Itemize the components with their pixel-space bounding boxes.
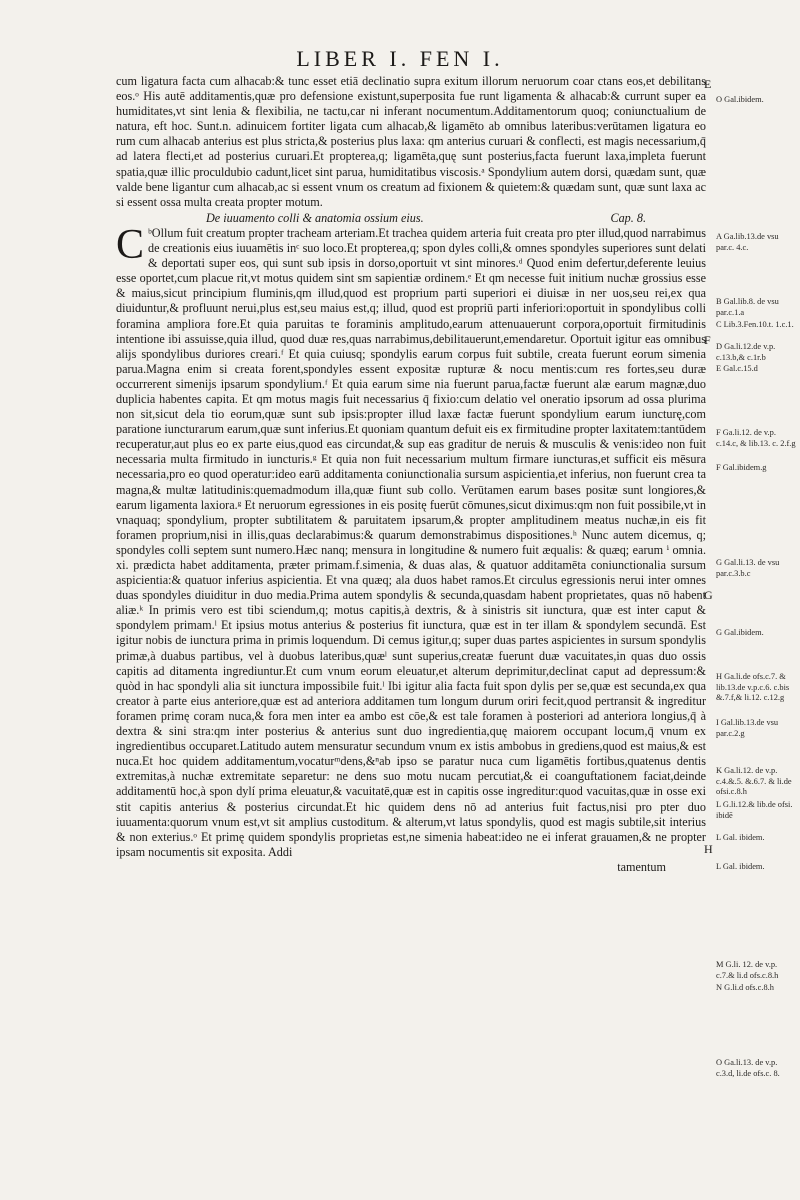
margin-note: E Gal.c.15.d xyxy=(716,364,758,373)
side-letter-h: H xyxy=(704,842,713,856)
margin-note: A Ga.lib.13.de vsu par.c. 4.c. xyxy=(716,232,779,252)
margin-note: N G.li.d ofs.c.8.h xyxy=(716,983,774,992)
side-letter-g: G xyxy=(704,588,713,602)
margin-note: B Gal.lib.8. de vsu par.c.1.a xyxy=(716,297,779,317)
margin-note: F Ga.li.12. de v.p. c.14.c, & lib.13. c. 2.f.g xyxy=(716,428,796,448)
paragraph-2-text: ᵇOllum fuit creatum propter tracheam arteriam.Et trachea quidem arteria fuit creata pro pter illud,quod narrabimus de creationis eius iuuamētis inᶜ suo loco.Et propterea,q; spon dyles colli,& omnes spondyles superiores sunt delati & deportati super eos, qui sunt sub ipsis in dorso,oportuit vt sint minores.ᵈ Quod enim defertur,deferente leuius esse oportet,cum placue rit,vt motus quidem sint sm sapientiæ ordinem.ᵉ Et qm necesse fuit initium nuchæ grossius esse & maius,sicut principium fluminis,qm illud,quod est proprium parti superiori ei diuisæ in ner uos,seu rei,ex qua diuiduntur,& profluunt nerui,plus est,seu maius est,q; illud, quod est propriū parti inferiori:oportuit in spondylibus colli foramina ampliora fore.Et quia paruitas te foraminis amplitudo,earum attenuauerunt corpora,oportuit firmitudinis intentione ibi assuisse,quia illud, quod duæ res,quas narrabimus,debilitauerunt,emendaretur. Oportuit igitur eas omnibus alijs spondylibus duriores creari.ᶠ Et quia cuiusq; spondylis earum corpus fuit subtile, creata fuerunt eorum simenia parua.Magna enim si creata forent,spondyles essent expositæ rupturæ & nocu mentis:cum res fortes,seu duræ occurrerent simenijs ipsarum spondylium.ᶠ Et quia earum sime nia fuerunt parua,factæ fuerunt alæ earum magnæ,duo duplicia habentes capita. Et qm motus magis fuit necessarius q̄ fixio:cum delatio vel oneratio ipsorum ad ossa plurima non sit,sicut dela tio eorum,quæ sunt sub ipsis:propter illud laxæ factæ fuerunt spondylium earum iuncturę,com paratione iuncturarum earum,quæ sunt inferius.Et quoniam quantum defuit eis ex firmitudine propter laxitatem:tantūdem recuperatur,aut plus eo ex parte eius,quod eas circundat,& sup eas graditur de neruis & musculis & venis:ideo non fuit necessaria multa firmitudo in iuncturis.ᵍ Et quia non fuit necessarium multum firmare iuncturas,et sufficit eis mēsura necessaria,pro eo quod operatur:ideo earū additamenta coniunctionalia sursum aspicientia,et inferius, non fuerunt crea ta magna,& multæ latitudinis:quemadmodum illa,quæ fiunt sub collo. Verūtamen earum bases positæ sunt longiores,& earum ligamenta laxiora.ᵍ Et neruorum egressiones in eis positę fuerūt cōmunes,sicut diximus:qm non fuit possibile,vt in vnaquaq; spondylium, propter subtilitatem & paruitatem ipsarum,& propter amplitudinem meatus nuchæ,in eis fit foramen proprium,nisi in illis,quas declarabimus:& quarum demonstrabimus dispositiones.ʰ Nunc autem dicemus, q; spondyles colli septem sunt numero.Hæc nanq; mensura in longitudine & numero fuit æqualis: & quæq; earum ⁱ omnia. xi. prædicta habet additamenta, præter primam.f.simenia, & duas alas, & quatuor additamēta coniunctionalia sursum aspicientia:& quatuor inferius aspicientia. Et vna quæq; ala duos habet ramos.Et circulus egressionis nerui inter omnes duas spondyles diuiditur in duo media.Prima autem spondylis & secunda,quasdam habent proprietates, quas nō habent aliæ.ᵏ In primis vero est tibi sciendum,q; motus capitis,à dextris, & à sinistris sit iunctura, quæ est inter caput & spondylem primam.ˡ Et ipsius motus anterius & posterius fit iunctura, quæ est in ter illam & spondylem secundā. Est igitur nobis de iunctura prima in primis loquendum. Di cemus igitur,q; super duas partes aspicientes in sursum spondylis primæ,à duabus partibus, vel à duobus lateribus,quæˡ sunt superius,creatæ fuerunt duæ vacuitates,in quas duo ossis capitis ad ditamenta ingrediuntur.Et cum vnum eorum eleuatur,et alterum deprimitur,declinat caput ad depressum:& quòd in hac spondyli alia sit iunctura impossibile fuit.ˡ Ibi igitur alia facta fuit spon dylis per se,quæ est secunda,ex qua creator à parte eius anteriore,quæ est ad anteriora additamen tum longum durum oriri fecit,quod pertransit & ingreditur foramen primę coram nuca,& fora men inter ea ambo est cōe,& est tale foramen à posteriori ad anteriora longius,q̄ à dextra & sini stra:qm inter posterius & anterius sunt duo ingredientia,quę maiorem occupant locum,q̄ vnum ex ingredientibus occuparet.Latitudo autem mensuratur secundum vnum ex istis ambobus in grediens,quod est maius,& est nuca.Et hoc quidem additamentum,vocaturᵐdens,&ⁿab ipso se paratur nuca cum ligamētis fortibus,quatenus dentis extremitas,à nuchæ extremitate separetur: ne dens suo motu nucam percutiat,& ei coanguftationem faciat,deinde additamentū hoc,à spon dylí prima eleuatur,& vacuitatē,quæ est in capitis osse ingreditur:quod vacuitas,quæ in osse exi stit capitis anterius & posterius circundat.Et hic quidem dens nō ad anterius fuit factus,nisi pro pter duo iuuamenta:quorum vnum est,vt sit amplius custoditum. & alterum,vt latus spondylis, quod est magis subtile,sit interius & non exterius.ᵒ Et primę quidem spondylis proprietas est,ne simenia habeat:ideo ne ei inferat grauamen,& ne propter ipsam nocumentis sit exposita. Addi xyxy=(116,225,706,859)
catchword: tamentum xyxy=(617,859,666,874)
paragraph-2 xyxy=(116,221,706,860)
margin-note: L Gal. ibidem. xyxy=(716,862,765,871)
margin-note: K Ga.li.12. de v.p. c.4.&.5. &.6.7. & li.de ofsi.c.8.h xyxy=(716,766,792,796)
margin-note: D Ga.li.12.de v.p. c.13.b,& c.1r.b xyxy=(716,342,776,362)
margin-note: G Gal.li.13. de vsu par.c.3.b.c xyxy=(716,558,780,578)
margin-note: G Gal.ibidem. xyxy=(716,628,764,637)
chapter-heading xyxy=(116,211,706,226)
margin-note: L G.li.12.& lib.de ofsi. ibidē xyxy=(716,800,793,820)
running-header: LIBER I. FEN I. xyxy=(296,46,504,71)
margin-note: M G.li. 12. de v.p. c.7.& li.d ofs.c.8.h xyxy=(716,960,779,980)
chapter-number: Cap. 8. xyxy=(610,210,646,225)
side-letter-e: E xyxy=(704,77,712,91)
margin-note: F Gal.ibidem.g xyxy=(716,463,767,472)
main-text-column xyxy=(116,74,706,875)
paragraph-1: cum ligatura facta cum alhacab:& tunc esset etiā declinatio supra exitum illorum neruorum coar ctans eos,et debilitans eos.ᵒ His autē additamentis,quæ pro defensione existunt,superposita fue runt ligamenta & alhacab:& currunt super ea humiditates,vt sint lenia & flexibilia, ne tactu,car ni inferant nocumentum.Additamentorum quoq; coniunctualium de natura, eft hoc. Sunt.n. adinuicem fortiter ligata cum alhacab,& ligamēto ab omnibus lateribus:verūtamen ligatura eo rum cum alhacab anterius est plus stricta,& posterius plus laxa: qm anterius curuari & conflecti, est magis necessarium,q̄ ad latera flecti,et ad posterius curuari.Et propterea,q; ligamēta,quę sunt posterius,facta fuerunt laxa,impleta fuerunt spatia,quæ illic proculdubio cadunt,licet sint parua, humiditatibus viscosis.ᵃ Spondylium autem dorsi, quædam sunt, quæ valde bene ligantur cum alhacab,ac si essent vnum os creatum ad fixionem & quietem:& quædam sunt, quæ sunt laxa ac si essent ossa multa creata propter motum. xyxy=(116,74,706,209)
side-letter-f: F xyxy=(704,333,711,347)
drop-cap-letter: C xyxy=(116,221,145,268)
margin-note: L Gal. ibidem. xyxy=(716,833,765,842)
margin-note: O Ga.li.13. de v.p. c.3.d, li.de ofs.c. 8. xyxy=(716,1058,780,1078)
margin-note: C Lib.3.Fen.10.t. 1.c.1. xyxy=(716,320,794,329)
margin-note: O Gal.ibidem. xyxy=(716,95,764,104)
margin-note: I Gal.lib.13.de vsu par.c.2.g xyxy=(716,718,779,738)
margin-note: H Ga.li.de ofs.c.7. & lib.13.de v.p.c.6. c.bis &.7.f,& li.12. c.12.g xyxy=(716,672,790,702)
chapter-title: De iuuamento colli & anatomia ossium eius. xyxy=(206,210,424,225)
